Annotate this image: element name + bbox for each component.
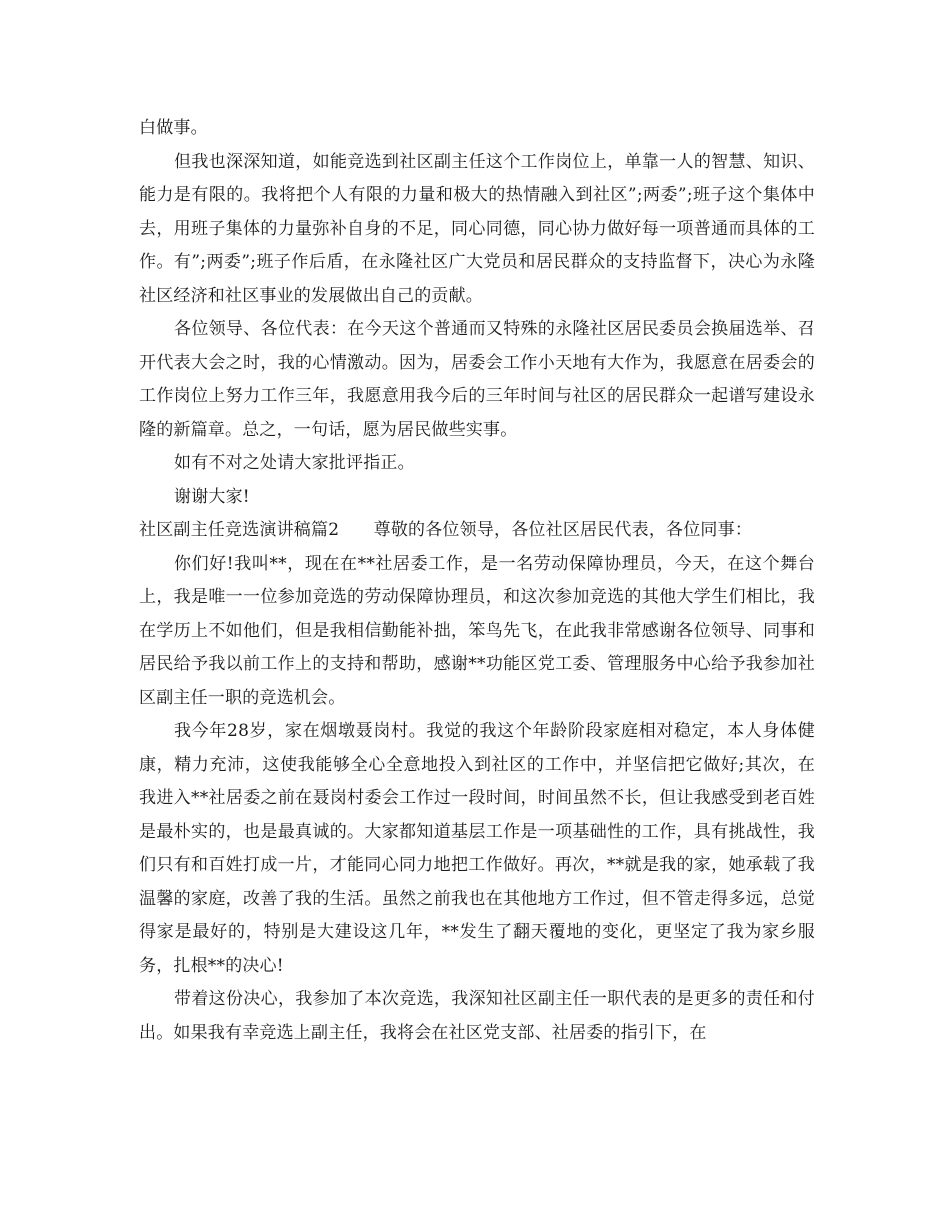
document-page: [139, 112, 815, 1050]
paragraph-3: 各位领导、各位代表：在今天这个普通而又特殊的永隆社区居民委员会换届选举、召开代表大会之时，我的心情激动。因为，居委会工作小天地有大作为，我愿意在居委会的工作岗位上努力工作三年，我愿意用我今后的三年时间与社区的居民群众一起谱写建设永隆的新篇章。总之，一句话，愿为居民做些实事。: [139, 319, 815, 440]
paragraph-1: 白做事。: [139, 118, 208, 138]
paragraph-8: 我今年28岁，家在烟墩聂岗村。我觉的我这个年龄阶段家庭相对稳定，本人身体健康，精力充沛，这使我能够全心全意地投入到社区的工作中，并坚信把它做好;其次，在我进入**社居委之前在聂岗村委会工作过一段时间，时间虽然不长，但让我感受到老百姓是最朴实的，也是最真诚的。大家都知道基层工作是一项基础性的工作，具有挑战性，我们只有和百姓打成一片，才能同心同力地把工作做好。再次，**就是我的家，她承载了我温馨的家庭，改善了我的生活。虽然之前我也在其他地方工作过，但不管走得多远，总觉得家是最好的，特别是大建设这几年，**发生了翻天覆地的变化，更坚定了我为家乡服务，扎根**的决心!: [139, 721, 815, 976]
paragraph-5: 谢谢大家!: [174, 486, 250, 507]
paragraph-9: 带着这份决心，我参加了本次竞选，我深知社区副主任一职代表的是更多的责任和付出。如果我有幸竞选上副主任，我将会在社区党支部、社居委的指引下，在: [139, 989, 815, 1043]
section-heading: 社区副主任竞选演讲稿篇2 尊敬的各位领导，各位社区居民代表，各位同事：: [139, 520, 753, 540]
paragraph-4: 如有不对之处请大家批评指正。: [174, 453, 415, 473]
paragraph-2: 但我也深深知道，如能竞选到社区副主任这个工作岗位上，单靠一人的智慧、知识、能力是有限的。我将把个人有限的力量和极大的热情融入到社区”;两委”;班子这个集体中去，用班子集体的力量弥补自身的不足，同心同德，同心协力做好每一项普通而具体的工作。有”;两委”;班子作后盾，在永隆社区广大党员和居民群众的支持监督下，决心为永隆社区经济和社区事业的发展做出自己的贡献。: [139, 151, 815, 306]
paragraph-7: 你们好!我叫**，现在在**社居委工作，是一名劳动保障协理员，今天，在这个舞台上，我是唯一一位参加竞选的劳动保障协理员，和这次参加竞选的其他大学生们相比，我在学历上不如他们，但是我相信勤能补拙，笨鸟先飞，在此我非常感谢各位领导、同事和居民给予我以前工作上的支持和帮助，感谢**功能区党工委、管理服务中心给予我参加社区副主任一职的竞选机会。: [139, 553, 815, 708]
